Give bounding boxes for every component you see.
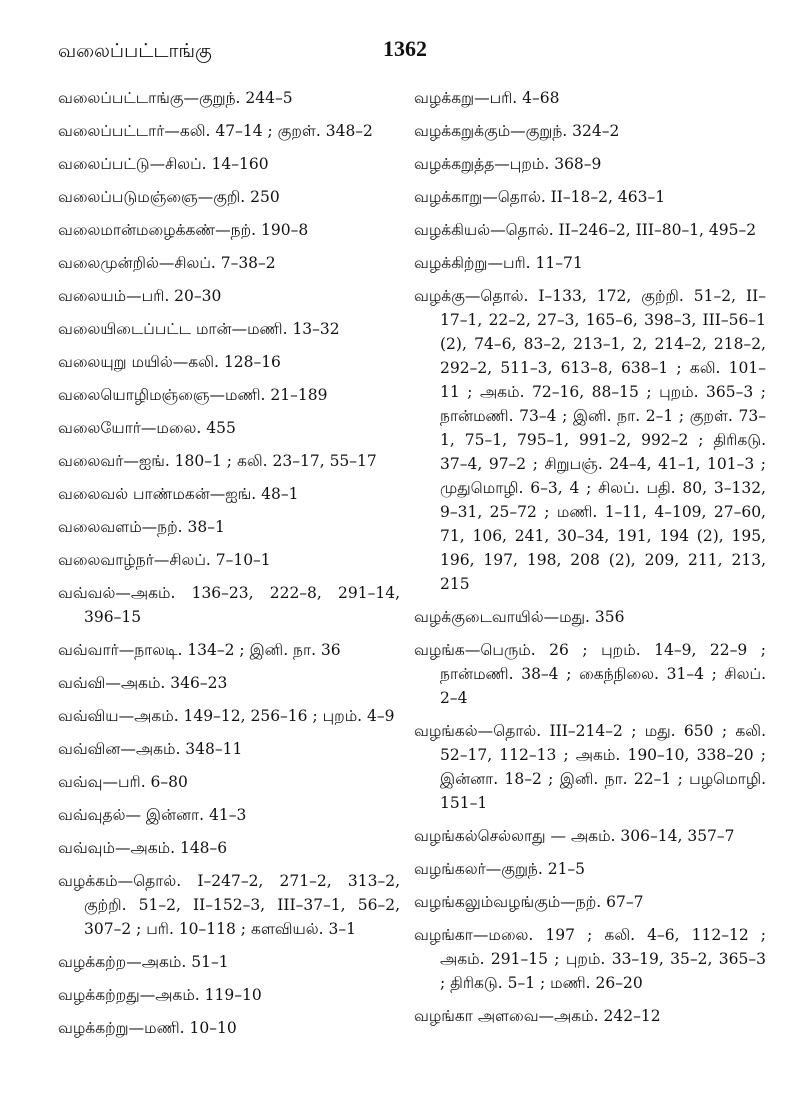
entry-references: — அகம். 306–14, 357–7 <box>545 827 735 845</box>
entry-term: வழங்க <box>414 641 465 659</box>
entry-references: —பரி. 4–68 <box>474 89 560 107</box>
entry-term: வலைமுன்றில் <box>58 254 159 272</box>
entry-references: —தொல். I–247–2, 271–2, 313–2, குற்றி. 51–2, II–152–3, III–37–1, 56–2, 307–2 ; பரி. 10–118 ; களவியல். 3–1 <box>84 872 400 938</box>
index-entry <box>58 86 400 110</box>
entry-term: வழக்கியல் <box>414 221 491 239</box>
entry-references: —கலி. 47–14 ; குறள். 348–2 <box>164 122 373 140</box>
entry-term: வலைவாழ்நர் <box>58 551 154 569</box>
index-entry <box>414 185 766 209</box>
entry-term: வலைமான்மழைக்கண் <box>58 221 216 239</box>
index-entry <box>414 119 766 143</box>
index-entry <box>58 185 400 209</box>
entry-references: —அகம். 136–23, 222–8, 291–14, 396–15 <box>84 584 400 626</box>
entry-references: —குறுந். 324–2 <box>510 122 620 140</box>
index-entry <box>414 251 766 275</box>
entry-term: வழங்கா <box>414 926 473 944</box>
entry-references: —அகம். 242–12 <box>538 1007 661 1025</box>
entry-term: வழக்கு <box>414 287 465 305</box>
index-entry <box>58 950 400 974</box>
entry-references: —புறம். 368–9 <box>494 155 602 173</box>
running-head: வலைப்பட்டாங்கு <box>58 40 212 62</box>
entry-references: — இன்னா. 41–3 <box>125 806 247 824</box>
entry-references: —நற். 190–8 <box>215 221 309 239</box>
entry-references: —அகம். 119–10 <box>139 986 262 1004</box>
entry-references: —மணி. 21–189 <box>209 386 328 404</box>
entry-term: வவ்விய <box>58 707 119 725</box>
entry-term: வலையுறு மயில் <box>58 353 173 371</box>
entry-references: —பெரும். 26 ; புறம். 14–9, 22–9 ; நான்மணி. 38–4 ; கைந்நிலை. 31–4 ; சிலப். 2–4 <box>440 641 766 707</box>
entry-term: வலைவர் <box>58 452 124 470</box>
entry-term: வலைப்பட்டு <box>58 155 150 173</box>
index-entry <box>414 218 766 242</box>
entry-references: —பரி. 20–30 <box>126 287 222 305</box>
entry-term: வவ்வி <box>58 674 106 692</box>
entry-term: வலைவல் பாண்மகன் <box>58 485 210 503</box>
entry-term: வலைப்பட்டார் <box>58 122 165 140</box>
entry-references: —கலி. 128–16 <box>172 353 281 371</box>
entry-term: வழக்குடைவாயில் <box>414 608 544 626</box>
entry-references: —குறுந். 244–5 <box>183 89 293 107</box>
entry-references: —பரி. 6–80 <box>102 773 188 791</box>
entry-references: —குறுந். 21–5 <box>485 860 586 878</box>
entry-references: —ஐங். 180–1 ; கலி. 23–17, 55–17 <box>123 452 377 470</box>
entry-term: வவ்வல் <box>58 584 116 602</box>
entry-term: வழக்கறுத்த <box>414 155 495 173</box>
page-number: 1362 <box>383 36 427 61</box>
entry-references: —தொல். II–18–2, 463–1 <box>482 188 666 206</box>
index-entry <box>58 836 400 860</box>
entry-references: —அகம். 149–12, 256–16 ; புறம். 4–9 <box>118 707 395 725</box>
index-entry <box>58 1016 400 1040</box>
entry-term: வழக்கறுக்கும் <box>414 122 511 140</box>
index-entry <box>414 890 766 914</box>
entry-term: வழக்கற்ற <box>58 953 127 971</box>
entry-references: —அகம். 348–11 <box>120 740 243 758</box>
entry-references: —அகம். 148–6 <box>114 839 228 857</box>
right-column <box>414 86 766 1037</box>
index-entry <box>58 638 400 662</box>
index-entry <box>58 317 400 341</box>
left-column <box>58 86 400 1049</box>
index-entry <box>414 923 766 995</box>
entry-term: வலைப்படுமஞ்ஞை <box>58 188 198 206</box>
index-entry <box>414 284 766 596</box>
entry-references: —மது. 356 <box>543 608 625 626</box>
index-entry <box>58 350 400 374</box>
index-entry <box>414 605 766 629</box>
index-entry <box>58 515 400 539</box>
entry-term: வழக்கற்று <box>58 1019 129 1037</box>
entry-term: வழக்கறு <box>414 89 475 107</box>
index-entry <box>58 119 400 143</box>
entry-references: —அகம். 346–23 <box>105 674 228 692</box>
entry-term: வவ்வின <box>58 740 121 758</box>
entry-term: வழக்கிற்று <box>414 254 488 272</box>
entry-references: —அகம். 51–1 <box>126 953 229 971</box>
entry-term: வழக்கம் <box>58 872 118 890</box>
index-entry <box>58 581 400 629</box>
index-entry <box>58 152 400 176</box>
index-entry <box>414 1004 766 1028</box>
index-entry <box>58 770 400 794</box>
index-entry <box>414 824 766 848</box>
entry-references: —தொல். I–133, 172, குற்றி. 51–2, II–17–1, 22–2, 27–3, 165–6, 398–3, III–56–1 (2), 74–6, 83–2, 213–1, 2, 214–2, 218–2, 292–2, 511–3, 613–8, 638–1 ; கலி. 101–11 ; அகம். 72–16, 88–15 ; புறம். 365–3 ; நான்மணி. 73–4 ; இனி. நா. 2–1 ; குறள். 73–1, 75–1, 795–1, 991–2, 992–2 ; திரிகடு. 37–4, 97–2 ; சிறுபஞ். 24–4, 41–1, 101–3 ; முதுமொழி. 6–3, 4 ; சிலப். பதி. 80, 3–132, 9–31, 25–72 ; மணி. 1–11, 4–109, 27–60, 71, 106, 241, 30–34, 191, 194 (2), 195, 196, 197, 198, 208 (2), 209, 211, 213, 215 <box>440 287 766 593</box>
index-entry <box>58 251 400 275</box>
entry-references: —குறி. 250 <box>197 188 280 206</box>
entry-references: —மலை. 455 <box>140 419 236 437</box>
entry-references: —சிலப். 14–160 <box>149 155 269 173</box>
index-entry <box>58 416 400 440</box>
entry-term: வலையொழிமஞ்ஞை <box>58 386 210 404</box>
entry-references: —ஐங். 48–1 <box>209 485 299 503</box>
entry-term: வவ்வுதல் <box>58 806 126 824</box>
index-entry <box>58 284 400 308</box>
index-entry <box>58 983 400 1007</box>
index-entry <box>414 719 766 815</box>
index-entry <box>58 704 400 728</box>
page-header <box>0 0 800 80</box>
entry-references: —மலை. 197 ; கலி. 4–6, 112–12 ; அகம். 291–15 ; புறம். 33–19, 35–2, 365–3 ; திரிகடு. 5–1 ; மணி. 26–20 <box>440 926 766 992</box>
entry-term: வழங்கலர் <box>414 860 486 878</box>
entry-term: வழக்காறு <box>414 188 483 206</box>
index-entry <box>58 803 400 827</box>
entry-references: —சிலப். 7–10–1 <box>153 551 271 569</box>
index-entry <box>58 671 400 695</box>
entry-term: வவ்வு <box>58 773 103 791</box>
index-entry <box>58 482 400 506</box>
entry-term: வலைவளம் <box>58 518 142 536</box>
entry-references: —தொல். II–246–2, III–80–1, 495–2 <box>490 221 757 239</box>
entry-references: —நாலடி. 134–2 ; இனி. நா. 36 <box>118 641 341 659</box>
entry-term: வழங்கல்செல்லாது <box>414 827 546 845</box>
entry-references: —நற். 38–1 <box>141 518 225 536</box>
entry-term: வலைப்பட்டாங்கு <box>58 89 184 107</box>
entry-term: வலையம் <box>58 287 127 305</box>
entry-term: வலையோர் <box>58 419 141 437</box>
index-entry <box>58 383 400 407</box>
entry-term: வவ்வும் <box>58 839 115 857</box>
entry-references: —தொல். III–214–2 ; மது. 650 ; கலி. 52–17, 112–13 ; அகம். 190–10, 338–20 ; இன்னா. 18–2 ; இனி. நா. 22–1 ; பழமொழி. 151–1 <box>440 722 766 812</box>
index-entry <box>414 86 766 110</box>
index-entry <box>58 548 400 572</box>
index-entry <box>58 869 400 941</box>
entry-term: வழங்கா அளவை <box>414 1007 539 1025</box>
entry-term: வழங்கல் <box>414 722 478 740</box>
index-entry <box>58 218 400 242</box>
index-entry <box>58 449 400 473</box>
entry-references: —சிலப். 7–38–2 <box>158 254 276 272</box>
index-entry <box>58 737 400 761</box>
entry-term: வழங்கலும்வழங்கும் <box>414 893 561 911</box>
index-entry <box>414 638 766 710</box>
entry-term: வழக்கற்றது <box>58 986 140 1004</box>
entry-references: —நற். 67–7 <box>560 893 644 911</box>
index-entry <box>414 152 766 176</box>
entry-references: —மணி. 10–10 <box>128 1019 237 1037</box>
entry-term: வலையிடைப்பட்ட மான் <box>58 320 232 338</box>
index-entry <box>414 857 766 881</box>
entry-references: —மணி. 13–32 <box>231 320 340 338</box>
entry-references: —பரி. 11–71 <box>487 254 583 272</box>
entry-term: வவ்வார் <box>58 641 119 659</box>
